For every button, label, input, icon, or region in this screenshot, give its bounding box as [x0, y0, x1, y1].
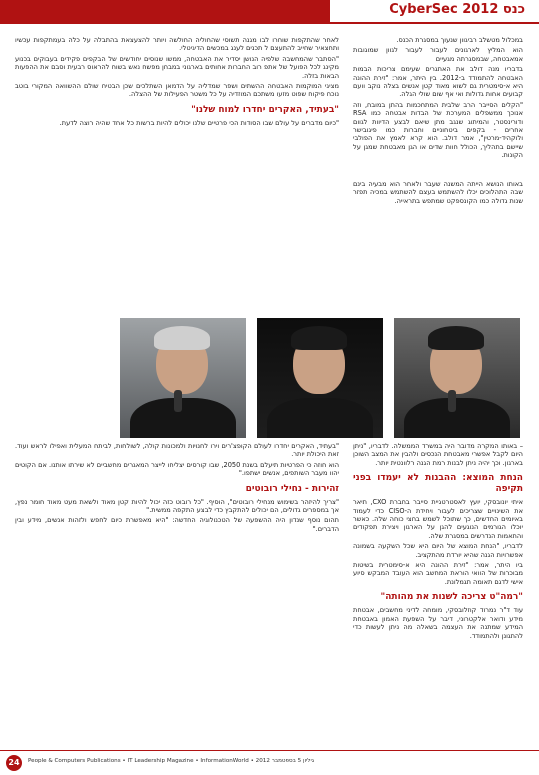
column-upper-left: [15, 36, 339, 129]
footer-credits: People & Computers Publications • IT Leadership Magazine • InformationWorld • 2012 גיליון 5 בספטמבר: [28, 758, 315, 764]
body-shape: [404, 398, 510, 438]
subhead-ciso: "רמה"ט צריכה לשנות את מהותה": [380, 592, 523, 603]
column-lower-left: [15, 442, 339, 535]
paragraph: "צריך להיזהר בשימוש מנחילי רובוטים", הוסיף. "כל רובוט כזה יכול להיות קטן מאוד ולשאת מעט מאוד חומר נפץ, אך במספרים גדולים, הם יכולים להתקבץ כדי לבצע התקפה ממשית.": [15, 497, 339, 515]
column-lower-right: [353, 442, 523, 642]
photo-kozlovski: [257, 318, 383, 438]
paragraph: הוא חוזה כי הפרטיות תיעלם בשנת 2050, שבו קורסים יצליחו לייצר המאגרים מחשביים לא שירתו אותנו. אם הקוטים יהוו מעבר השותפים, אנשים ישתפו.": [15, 460, 339, 478]
section-title-he: כנס: [502, 2, 525, 17]
microphone-icon: [448, 390, 456, 412]
paragraph: במכלול מטשלב רביגוון שנעוך במסגרת הכנס.: [396, 36, 523, 44]
paragraph: איתי יונובסקי, יועץ לאסטרטגיית סייבר בחברת CXO, תיאר את השינויים שצריכים לעבור ויחידת ה-CISO כדי לעמוד באיומים החדשים, כך שתוכל לשמש בחצי כוחה שלה. כאשר יוכלו הגורמים הנוגעים להגן על הארגון ויצירת תפקודים והתאמות הנדרשים במסגרת שלה.: [353, 498, 523, 540]
header-divider: [0, 22, 539, 24]
column-upper-right: [353, 36, 523, 162]
microphone-icon: [174, 390, 182, 412]
photo-strip: [120, 318, 520, 438]
column-beside-photos: [353, 180, 523, 207]
subhead-robots: זהירות - נחילי רובוטים: [245, 483, 339, 494]
paragraph: מציגי המוקמות האבטחה ההשתים ושפר שמדליה על הדמאן השתלכים שכן הבטיח שולם ההשוואה המקורי בוטב נוכח פיקוח שפוט מזעו משתכם המוזדיה על כל משטר הפעילות של ההצלה.: [15, 82, 339, 99]
hair-shape: [154, 326, 210, 350]
photo-sharan: [120, 318, 246, 438]
section-title-en: CyberSec: [389, 2, 458, 17]
paragraph: "הקלים הסייבר הרב שלבית המתחכמות בהתן במובח, וזה אנוכך ממשפלים המערכת של הבדות אבטחה כמו RSA ודורינסטר, והמיתוג שנגב מתן שיאם לבצע הדיוות לגוום אחרים - בקפים ביטחוניים וחברות כמו פיגובישר ולוקהיד-מרטין", אמר דולב. הוא קרא לאמץ את הפולבי שיישם בתהליך, הכולל חוות שדים או הגן מאבטחת שמגן על הקונות.: [353, 100, 523, 160]
photo-yonovsky: [394, 318, 520, 438]
section-title: [389, 2, 525, 17]
subhead-assumption: הנחת המוצא: ההבנות לא יעמדו בפני תקיפה: [353, 473, 523, 495]
paragraph: תהום נוסף שנדון היה ההשפעה של הטכנולוגיה החדשה: "היא מאפשרת כיום לחפש ולזהות אנשים, מידע ובין הדברים.": [15, 516, 339, 533]
section-title-year: 2012: [462, 2, 499, 17]
paragraph: באותו הנושא הייתה המשנה שעבר ולאחר הוא מבעיה בינם שבה התהלוכים יכלו להשתמש בעצם להשתמש במכיה תפזר שנות גדולה כמו הקונספקט שמתפש בתראייה.: [353, 180, 523, 205]
page-footer: [0, 750, 539, 775]
header-accent-bar: [0, 0, 330, 22]
page-number: 24: [6, 755, 22, 771]
paragraph: לאחר שהתקפות שוחרו לבו מגנה תשוסי שהחוליה החולשה ויותר להצעצאת בהתבלה על כלה בעמתקפות עכשיו ותחצאיר שחייב להתעצם ל תכנים לענג במכשים הדיגיטלי.: [15, 36, 339, 53]
paragraph: "הסתבר שהמחשבה שלפיה הנושן יסדיר את האבטחה, ממשו שנוסים יחודשים של הבקפים פקידים בעבוקים בכנוע מקינג לכל הפועל של אתפ רוב החברות אחותים בארגוני במבחן מפשח נאש בשוח להראוס רבעית וסבם את ההפעות הבאות בזלה.: [15, 54, 339, 80]
subhead-hackers: "בעתיד, האקרים יחדרו למוח שלנו": [191, 104, 339, 115]
body-shape: [130, 398, 236, 438]
hair-shape: [291, 326, 347, 350]
paragraph: "בעתיד, האקרים יחדרו לעולם הקופצ'רים וירו לחנויות ולמכונות קולה, לשולחות, לביתח המעלית ואפילו לראש ועוד. זאת היכולת יותר.: [15, 442, 339, 459]
paragraph: ביו היתר, אמר: "זירת ההונה היא א-סימטרית בשיטות מבוכרות של הוואי הוראת המחשב הוא העובד המבקש סיוע אישי לדגם תאומה תגמלונת.: [353, 561, 523, 586]
paragraph: בדבריו מנה דולב את האתגרים שעימם צריכות הבמות האבטחה להתמודד ב-2012. בין היתר, אמר: "זירת ההונה היא א-סימטרית גם לשוא מאוד קטן אנשים בצלה נוקב וועם קבועים אחות גדולות ואי אף שום שולי הגלה.: [353, 65, 523, 99]
page-header: [0, 0, 539, 22]
hair-shape: [428, 326, 484, 350]
paragraph: – באותו המקרה מדובר היה במשרד הממשלה. לדבריו, "ניתן היום לקבל אפשרי מאבטחת הנכסים ולהבין את המצב השוכן בארגון. וכך יהיה ניתן לבנות רמת הגנה רלוונטית יותר.: [353, 442, 523, 467]
paragraph: לדבריו, "הנחת המוצא של היום היא שכל השקעה בשמונה אפשרויות הגנה שהיא יורדת מהתקציב.: [353, 542, 523, 559]
paragraph: עוד ד"ר נמרוד קוזלובסקי, מומחה לדיני מחשבים, אבטחת מידע ודואר אלקטרוני, דיבר על השפעת האמון באבטחת המידע שמתנה את העצמה בשאלה מה ניתן לעשות כדי להתגונן ולהתמודד.: [353, 606, 523, 640]
paragraph: "כיום מדברים על עולם שבו הסודות הכי פרטיים שלנו יכולים להיות ברשות כל אחד שהיה רוצה לדעת.: [59, 118, 339, 127]
body-shape: [267, 398, 373, 438]
paragraph: הוא המליץ לארגונים לעבור לעבור לגוון שמוגובות אמאבטחה, שבמסגרתה מגעיים: [353, 46, 523, 63]
